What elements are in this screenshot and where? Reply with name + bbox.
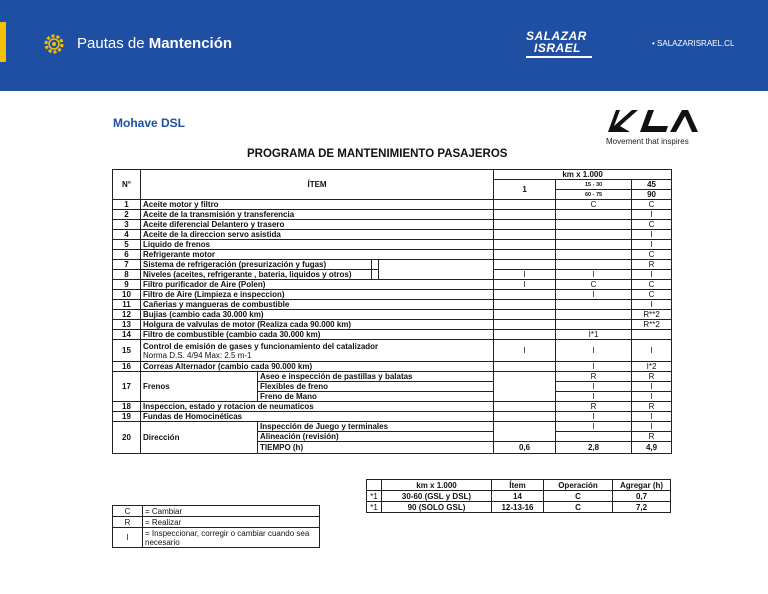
row-km2: C xyxy=(556,200,632,210)
row-km2 xyxy=(556,210,632,220)
row-km3: R xyxy=(632,402,672,412)
row-spacer xyxy=(379,260,494,270)
row-km3: R**2 xyxy=(632,310,672,320)
row-number: 1 xyxy=(113,200,141,210)
row-km3: I xyxy=(632,230,672,240)
row-km3: C xyxy=(632,220,672,230)
table-row xyxy=(113,200,672,210)
row-group: Dirección xyxy=(141,422,258,454)
extra-header-add: Agregar (h) xyxy=(613,480,671,491)
extra-header-km: km x 1.000 xyxy=(382,480,492,491)
row-km3: R**2 xyxy=(632,320,672,330)
row-subitem: Inspección de Juego y terminales xyxy=(258,422,494,432)
row-km1 xyxy=(494,330,556,340)
table-row xyxy=(113,250,672,260)
row-km2: I xyxy=(556,362,632,372)
table-row xyxy=(113,210,672,220)
extra-mark: *1 xyxy=(367,502,382,513)
brand-line2: ISRAEL xyxy=(534,41,582,55)
row-item: Filtro de combustible (cambio cada 30.000 km) xyxy=(141,330,494,340)
table-row xyxy=(113,340,672,362)
extra-op: C xyxy=(544,502,613,513)
row-item: Fundas de Homocinéticas xyxy=(141,412,494,422)
row-subitem: Aseo e inspección de pastillas y balatas xyxy=(258,372,494,382)
header-item: ÍTEM xyxy=(141,170,494,200)
row-km1: I xyxy=(494,270,556,280)
header-band xyxy=(0,0,768,91)
time-km3: 4,9 xyxy=(632,442,672,454)
legend-text: = Realizar xyxy=(143,517,320,528)
extra-add: 7,2 xyxy=(613,502,671,513)
row-km3: R xyxy=(632,432,672,442)
legend-row xyxy=(113,517,320,528)
row-km3: I xyxy=(632,422,672,432)
row-km2: I xyxy=(556,392,632,402)
table-row xyxy=(113,412,672,422)
header-km-2a: 15 - 30 xyxy=(556,180,632,190)
row-number: 11 xyxy=(113,300,141,310)
extra-row xyxy=(367,502,671,513)
extra-km: 90 (SOLO GSL) xyxy=(382,502,492,513)
extra-mark: *1 xyxy=(367,491,382,502)
row-number: 13 xyxy=(113,320,141,330)
row-item xyxy=(141,340,494,362)
row-item: Sistema de refrigeración (presurización y fugas) xyxy=(141,260,372,270)
table-row xyxy=(113,280,672,290)
row-item: Bujias (cambio cada 30.000 km) xyxy=(141,310,494,320)
row-group: Frenos xyxy=(141,372,258,402)
row-km2 xyxy=(556,320,632,330)
row-km1 xyxy=(494,310,556,320)
extra-header-row xyxy=(367,480,671,491)
header-km-1: 1 xyxy=(494,180,556,200)
row-item: Niveles (aceites, refrigerante , bateria, liquidos y otros) xyxy=(141,270,372,280)
row-km3: R xyxy=(632,260,672,270)
row-spacer xyxy=(372,260,379,270)
row-subitem: Flexibles de freno xyxy=(258,382,494,392)
row-km1 xyxy=(494,422,556,442)
row-km3: I xyxy=(632,382,672,392)
header-km-2b: 60 - 75 xyxy=(556,190,632,200)
extra-header-item: Ítem xyxy=(492,480,544,491)
table-row xyxy=(113,240,672,250)
row-number: 16 xyxy=(113,362,141,372)
row-km3: C xyxy=(632,250,672,260)
row-km2: I xyxy=(556,422,632,432)
row-number: 19 xyxy=(113,412,141,422)
row-km2 xyxy=(556,220,632,230)
row-km3: I xyxy=(632,240,672,250)
legend-row xyxy=(113,528,320,548)
row15-line1: Control de emisión de gases y funcionamiento del catalizador xyxy=(143,341,379,351)
row-number: 14 xyxy=(113,330,141,340)
row-km3: I xyxy=(632,412,672,422)
extra-row xyxy=(367,491,671,502)
row-km1 xyxy=(494,372,556,402)
row-item: Aceite diferencial Delantero y trasero xyxy=(141,220,494,230)
row-km2 xyxy=(556,250,632,260)
row-item: Aceite de la transmisión y transferencia xyxy=(141,210,494,220)
row-number: 5 xyxy=(113,240,141,250)
extra-table xyxy=(366,479,671,513)
row-km3: I xyxy=(632,392,672,402)
extra-item: 12-13-16 xyxy=(492,502,544,513)
header-km-3b: 90 xyxy=(632,190,672,200)
table-row xyxy=(113,260,672,270)
legend-key: I xyxy=(113,528,143,548)
legend-text: = Cambiar xyxy=(143,506,320,517)
table-row xyxy=(113,320,672,330)
row-km2 xyxy=(556,300,632,310)
row-km1: I xyxy=(494,280,556,290)
website-link[interactable]: • SALAZARISRAEL.CL xyxy=(652,39,735,48)
row-km2 xyxy=(556,310,632,320)
program-title: PROGRAMA DE MANTENIMIENTO PASAJEROS xyxy=(247,148,508,160)
row-number: 4 xyxy=(113,230,141,240)
row-number: 9 xyxy=(113,280,141,290)
row-item: Holgura de valvulas de motor (Realiza cada 90.000 km) xyxy=(141,320,494,330)
row-km2: I xyxy=(556,340,632,362)
row-km2: I xyxy=(556,382,632,392)
row-number: 15 xyxy=(113,340,141,362)
row-km2: R xyxy=(556,402,632,412)
row-km3: I xyxy=(632,210,672,220)
kia-logo xyxy=(606,108,700,134)
row-km2 xyxy=(556,260,632,270)
row-km3 xyxy=(632,330,672,340)
table-row xyxy=(113,310,672,320)
extra-item: 14 xyxy=(492,491,544,502)
row-km3: C xyxy=(632,280,672,290)
header-title-bold: Mantención xyxy=(148,35,233,52)
row-km1 xyxy=(494,412,556,422)
row-item: Aceite de la direccion servo asistida xyxy=(141,230,494,240)
row-km1 xyxy=(494,210,556,220)
row-km1 xyxy=(494,220,556,230)
header-accent xyxy=(0,22,6,62)
row-item: Filtro purificador de Aire (Polen) xyxy=(141,280,494,290)
row-km1 xyxy=(494,320,556,330)
row-item: Aceite motor y filtro xyxy=(141,200,494,210)
table-row xyxy=(113,330,672,340)
brand-line1: SALAZAR xyxy=(526,29,587,43)
extra-add: 0,7 xyxy=(613,491,671,502)
row-km1: I xyxy=(494,340,556,362)
row-km3: I xyxy=(632,270,672,280)
row-km2 xyxy=(556,230,632,240)
row-km2: C xyxy=(556,280,632,290)
row-km2: I xyxy=(556,270,632,280)
legend-key: C xyxy=(113,506,143,517)
row-km1 xyxy=(494,230,556,240)
row15-line2: Norma D.S. 4/94 Max: 2.5 m-1 xyxy=(143,350,252,360)
brand-underline xyxy=(526,56,592,58)
row-km1 xyxy=(494,290,556,300)
table-header-row xyxy=(113,170,672,180)
row-km3: I xyxy=(632,340,672,362)
gear-icon xyxy=(42,32,66,56)
row-spacer xyxy=(379,270,494,280)
row-subitem: Freno de Mano xyxy=(258,392,494,402)
row-km3: I*2 xyxy=(632,362,672,372)
row-subitem: Alineación (revisión) xyxy=(258,432,494,442)
row-number: 8 xyxy=(113,270,141,280)
row-number: 20 xyxy=(113,422,141,454)
row-km2: I*1 xyxy=(556,330,632,340)
row-km2 xyxy=(556,240,632,250)
row-km1 xyxy=(494,362,556,372)
table-row xyxy=(113,270,672,280)
row-number: 6 xyxy=(113,250,141,260)
maintenance-table xyxy=(112,169,672,454)
row-km2: I xyxy=(556,290,632,300)
row-km1 xyxy=(494,260,556,270)
table-row xyxy=(113,300,672,310)
time-km1: 0,6 xyxy=(494,442,556,454)
row-km3: C xyxy=(632,200,672,210)
legend-table xyxy=(112,505,320,548)
row-number: 17 xyxy=(113,372,141,402)
legend-text: = Inspeccionar, corregir o cambiar cuando sea necesario xyxy=(143,528,320,548)
table-row xyxy=(113,372,672,382)
brand-logo xyxy=(526,30,587,54)
time-km2: 2,8 xyxy=(556,442,632,454)
row-km2 xyxy=(556,432,632,442)
table-row xyxy=(113,290,672,300)
row-km1 xyxy=(494,200,556,210)
table-row xyxy=(113,362,672,372)
row-km1 xyxy=(494,300,556,310)
row-item: Correas Alternador (cambio cada 90.000 km) xyxy=(141,362,494,372)
legend-key: R xyxy=(113,517,143,528)
header-no: N° xyxy=(113,170,141,200)
row-number: 2 xyxy=(113,210,141,220)
row-km1 xyxy=(494,240,556,250)
row-number: 12 xyxy=(113,310,141,320)
row-number: 10 xyxy=(113,290,141,300)
row-item: Filtro de Aire (Limpieza e inspeccion) xyxy=(141,290,494,300)
extra-header-op: Operación xyxy=(544,480,613,491)
row-km2: R xyxy=(556,372,632,382)
row-number: 18 xyxy=(113,402,141,412)
table-row xyxy=(113,422,672,432)
row-item: Cañerias y mangueras de combustible xyxy=(141,300,494,310)
row-km3: I xyxy=(632,300,672,310)
table-row xyxy=(113,402,672,412)
header-title-prefix: Pautas de xyxy=(77,35,149,52)
header-title xyxy=(77,35,232,52)
extra-op: C xyxy=(544,491,613,502)
row-km1 xyxy=(494,250,556,260)
header-km: km x 1.000 xyxy=(494,170,672,180)
kia-tagline: Movement that inspires xyxy=(606,137,689,146)
header-km-3a: 45 xyxy=(632,180,672,190)
row-item: Refrigerante motor xyxy=(141,250,494,260)
row-km1 xyxy=(494,402,556,412)
extra-km: 30-60 (GSL y DSL) xyxy=(382,491,492,502)
table-row xyxy=(113,220,672,230)
table-row xyxy=(113,230,672,240)
legend-row xyxy=(113,506,320,517)
row-km3: R xyxy=(632,372,672,382)
row-km2: I xyxy=(556,412,632,422)
extra-header-mark xyxy=(367,480,382,491)
row-number: 7 xyxy=(113,260,141,270)
row-km3: C xyxy=(632,290,672,300)
row-spacer xyxy=(372,270,379,280)
row-number: 3 xyxy=(113,220,141,230)
row-item: Liquido de frenos xyxy=(141,240,494,250)
time-label: TIEMPO (h) xyxy=(258,442,494,454)
model-name: Mohave DSL xyxy=(113,116,186,130)
row-item: Inspeccion, estado y rotacion de neumaticos xyxy=(141,402,494,412)
